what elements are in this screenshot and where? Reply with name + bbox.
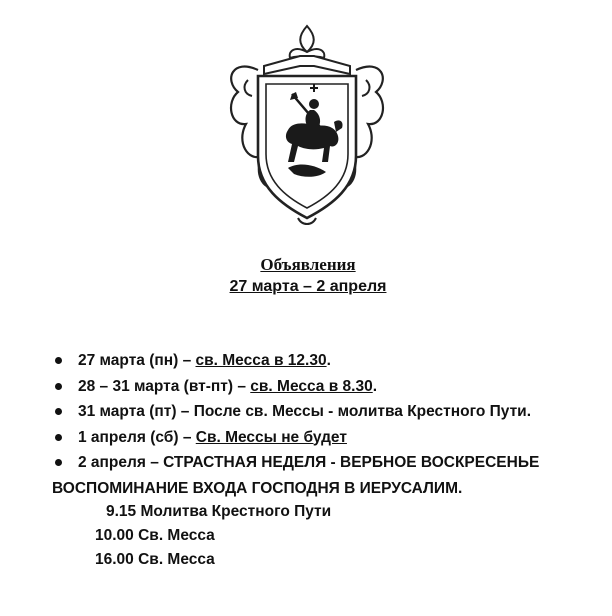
item-underlined: св. Месса в 12.30 <box>195 352 327 369</box>
item-prefix: 27 марта (пн) – <box>78 352 196 369</box>
schedule-line: 16.00 Св. Месса <box>95 551 215 568</box>
list-item <box>52 348 539 374</box>
schedule-line: 10.00 Св. Месса <box>95 527 215 544</box>
item-prefix: 1 апреля (сб) – <box>78 428 196 446</box>
item-text: 31 марта (пт) – После св. Мессы - молитва Крестного Пути. <box>78 403 532 420</box>
date-range: 27 марта – 2 апреля <box>229 278 387 295</box>
schedule-line: 9.15 Молитва Крестного Пути <box>106 503 332 520</box>
announcement-list <box>52 348 539 501</box>
list-item <box>52 450 539 501</box>
item-suffix: . <box>326 352 331 369</box>
item-line1: 2 апреля – СТРАСТНАЯ НЕДЕЛЯ - ВЕРБНОЕ ВОСКРЕСЕНЬЕ <box>78 454 540 471</box>
item-prefix: 28 – 31 марта (вт-пт) – <box>78 377 251 395</box>
list-item <box>52 425 539 451</box>
coat-of-arms-emblem <box>218 22 396 230</box>
item-underlined: св. Месса в 8.30 <box>250 377 373 395</box>
list-item <box>52 374 539 400</box>
list-item <box>52 399 539 425</box>
item-underlined: Св. Мессы не будет <box>195 428 347 446</box>
item-line2: ВОСПОМИНАНИЕ ВХОДА ГОСПОДНЯ В ИЕРУСАЛИМ. <box>52 479 463 497</box>
item-suffix: . <box>372 377 378 395</box>
announcement-heading <box>0 254 612 298</box>
page-title: Объявления <box>260 255 356 274</box>
